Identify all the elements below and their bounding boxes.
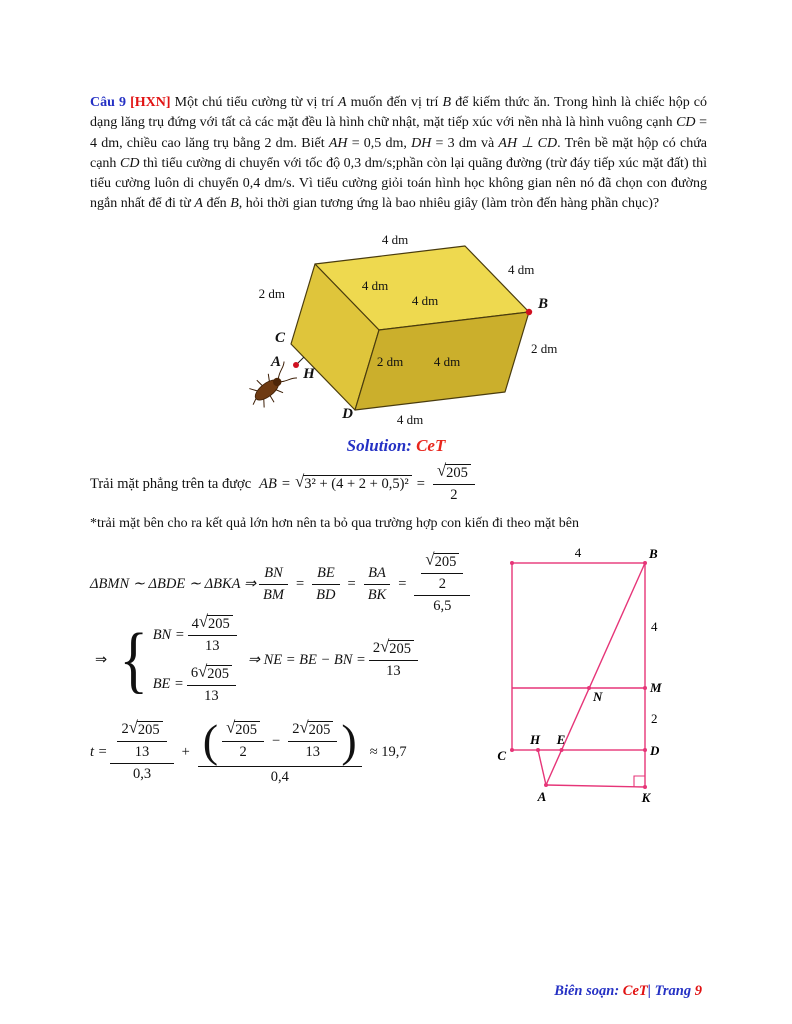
- side-note: *trải mặt bên cho ra kết quả lớn hơn nên ta bỏ qua trường hợp con kiến đi theo mặt bên: [90, 516, 579, 531]
- similarity-statement: ΔBMN ∼ ΔBDE ∼ ΔBKA ⇒: [90, 575, 257, 592]
- problem-text-run: B: [230, 196, 239, 212]
- net-label-D: D: [650, 743, 660, 758]
- fraction-BA-BK: $\frac{BA}{BK}$: [364, 565, 391, 604]
- equals-sign: =: [347, 575, 356, 592]
- prism-figure: [225, 228, 570, 440]
- point-B-dot: [526, 309, 532, 315]
- net-label-A: A: [537, 789, 547, 804]
- label-point-B: B: [538, 296, 549, 312]
- problem-text-run: [HXN]: [130, 95, 171, 110]
- term2-fraction: ( √ 205 2 − 2 √ 205 13 ) 0,4: [198, 718, 362, 786]
- label-2dm-right: 2 dm: [531, 341, 558, 356]
- nested-fraction: √ 205 2 6,5: [414, 553, 470, 615]
- equation-similar-triangles: [90, 548, 473, 620]
- radicand: 3² + (4 + 2 + 0,5)²: [303, 475, 412, 493]
- problem-text-run: AH: [328, 135, 348, 151]
- problem-text-run: = 0,5 dm,: [347, 135, 412, 151]
- equation-time: [90, 700, 412, 804]
- fraction-sqrt205-2: √ 205 2: [433, 464, 475, 504]
- net-label-4-right: 4: [651, 619, 658, 634]
- solution-heading: [0, 436, 792, 456]
- fraction-BE-BD: $\frac{BE}{BD}$: [312, 565, 339, 604]
- problem-statement: [90, 93, 707, 215]
- problem-text-run: A: [338, 95, 347, 110]
- problem-text-run: = 4 dm, chiều cao lăng trụ bằng 2 dm. Biết: [90, 115, 707, 151]
- sqrt-sign: √: [436, 460, 447, 480]
- net-label-2-right: 2: [651, 711, 658, 726]
- left-paren: (: [202, 715, 219, 766]
- solution-label: Solution:: [346, 436, 412, 455]
- eq1-intro: Trải mặt phẳng trên ta được: [90, 475, 252, 492]
- problem-text-run: Câu 9: [90, 95, 131, 110]
- problem-text-run: CD: [676, 115, 696, 131]
- net-label-H: H: [529, 732, 541, 747]
- net-label-4-top: 4: [574, 545, 582, 560]
- right-paren: ): [341, 715, 357, 766]
- eq1-lhs: AB: [259, 475, 277, 492]
- label-point-C: C: [274, 330, 285, 346]
- t-lhs: t =: [90, 743, 108, 760]
- implies-sign: ⇒: [95, 651, 108, 668]
- footer-author: CeT: [622, 983, 648, 999]
- footer-page-number: 9: [694, 983, 702, 999]
- equation-AB: [90, 458, 478, 510]
- label-2dm-left: 2 dm: [258, 286, 285, 301]
- problem-text-run: AH ⊥ CD: [498, 135, 558, 151]
- equals-sign: =: [295, 575, 305, 592]
- net-label-K: K: [641, 790, 651, 805]
- problem-text-run: DH: [411, 135, 432, 151]
- label-4dm-topface-front: 4 dm: [411, 293, 439, 308]
- problem-text-run: Một chú tiểu cường từ vị trí: [170, 95, 338, 110]
- net-segment-AK: [546, 785, 645, 787]
- label-4dm-frontface: 4 dm: [433, 354, 461, 369]
- footer-middle: | Trang: [647, 983, 695, 999]
- problem-text-run: để kiếm thức ăn. Trong hình là chiếc hộp có dạng lăng trụ đứng với tất cả các mặt đều là hình chữ nhật, mặt tiếp xúc với nền nhà là hình vuông cạnh: [90, 95, 708, 131]
- solution-author: CeT: [416, 436, 446, 455]
- problem-text-run: , hỏi thời gian tương ứng là bao nhiêu giây (làm tròn đến hàng phần chục)?: [238, 196, 660, 212]
- fraction-BN-BM: $\frac{BN}{BM}$: [259, 565, 288, 604]
- sqrt-sign: √: [295, 471, 305, 491]
- unfolded-net-figure: [493, 543, 683, 813]
- problem-text-run: = 3 dm và: [431, 135, 499, 151]
- label-2dm-frontface: 2 dm: [376, 354, 404, 369]
- problem-text-run: B: [442, 95, 452, 110]
- net-rectangle: [512, 563, 645, 750]
- term1-fraction: 2 √ 205 13 0,3: [110, 721, 173, 783]
- label-point-D: D: [342, 406, 353, 422]
- net-label-N: N: [593, 689, 603, 704]
- equals-sign: =: [416, 475, 425, 492]
- row-BE: BE = 6 √ 205 13: [153, 665, 240, 705]
- row-BN: BN = 4 √ 205 13: [153, 615, 240, 655]
- equation-system: [90, 611, 421, 706]
- net-label-B: B: [649, 546, 658, 561]
- label-4dm-top: 4 dm: [381, 232, 409, 247]
- radical-expression: [295, 471, 412, 493]
- label-4dm-topface-left: 4 dm: [361, 278, 389, 293]
- NE-statement: ⇒ NE = BE − BN =: [247, 651, 366, 668]
- equation-rows: [152, 611, 240, 704]
- label-point-H: H: [303, 366, 315, 382]
- plus-sign: +: [181, 743, 190, 760]
- net-label-M: M: [650, 680, 662, 695]
- equals-sign: =: [398, 575, 407, 592]
- net-vertex-dots: [510, 561, 647, 789]
- problem-text-run: A: [194, 196, 203, 212]
- problem-text-run: muốn đến vị trí: [346, 95, 443, 110]
- problem-text-run: . Trên bề mặt hộp có chứa cạnh: [90, 135, 707, 171]
- footer-prefix: Biên soạn:: [554, 983, 623, 999]
- problem-text-run: đến: [202, 196, 231, 212]
- net-segment-AH: [538, 750, 546, 785]
- net-label-E: E: [556, 732, 566, 747]
- page-footer: [0, 983, 702, 1000]
- net-right-angle-K: [634, 776, 645, 787]
- minus-sign: −: [272, 732, 281, 749]
- net-label-C: C: [497, 748, 506, 763]
- problem-text-run: CD: [120, 155, 140, 171]
- equals-sign: =: [281, 475, 291, 492]
- fraction-NE: 2 √ 205 13: [369, 640, 418, 680]
- system-brace: {: [119, 619, 149, 701]
- problem-text-run: thì tiểu cường di chuyển với tốc độ 0,3 dm/s;phần còn lại quãng đường (trừ đáy tiếp xúc mặt đất) thì tiểu cường luôn di chuyển 0,4 dm/s. Vì tiểu cường giỏi toán hình học không gian nên nó đã chọn con đường ngắn nhất để đi từ: [90, 155, 707, 212]
- label-4dm-topright: 4 dm: [508, 262, 535, 277]
- point-A-dot: [293, 362, 299, 368]
- label-point-A: A: [270, 354, 281, 370]
- approx-result: ≈ 19,7: [369, 743, 407, 760]
- label-4dm-bottom: 4 dm: [396, 412, 424, 427]
